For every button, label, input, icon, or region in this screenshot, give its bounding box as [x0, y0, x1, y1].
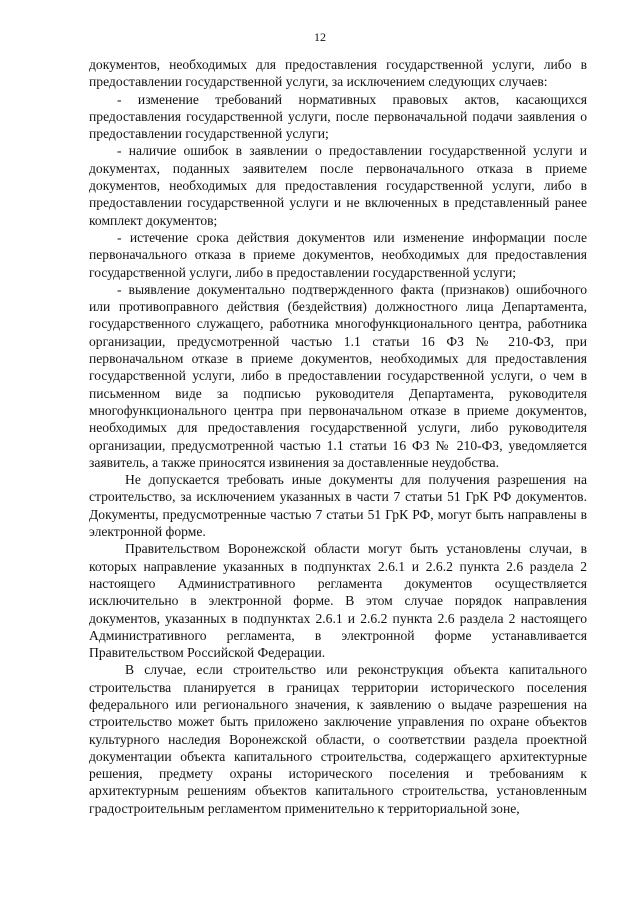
- list-item: - изменение требований нормативных правовых актов, касающихся предоставления государственной услуги, после первоначальной подачи заявления о предоставлении государственной услуги;: [89, 91, 587, 142]
- paragraph: Правительством Воронежской области могут быть установлены случаи, в которых направление указанных в подпунктах 2.6.1 и 2.6.2 пункта 2.6 раздела 2 настоящего Административного регламента документов осуществляется исключительно в электронной форме. В этом случае порядок направления документов, указанных в подпунктах 2.6.1 и 2.6.2 пункта 2.6 раздела 2 настоящего Административного регламента, в электронной форме устанавливается Правительством Российской Федерации.: [89, 541, 587, 661]
- paragraph: В случае, если строительство или реконструкция объекта капитального строительства планируется в границах территории исторического поселения федерального или регионального значения, к заявлению о выдаче разрешения на строительство может быть приложено заключение управления по охране объектов культурного наследия Воронежской области, о соответствии раздела проектной документации объекта капитального строительства, содержащего архитектурные решения, предмету охраны исторического поселения и требованиям к архитектурным решениям объектов капитального строительства, установленным градостроительным регламентом применительно к территориальной зоне,: [89, 662, 587, 816]
- list-item: - истечение срока действия документов или изменение информации после первоначального отказа в приеме документов, необходимых для предоставления государственной услуги, либо в предоставлении государственной услуги;: [89, 229, 587, 280]
- list-item: - наличие ошибок в заявлении о предоставлении государственной услуги и документах, поданных заявителем после первоначального отказа в приеме документов, необходимых для предоставления государственной услуги, либо в предоставлении государственной услуги и не включенных в представленный ранее комплект документов;: [89, 143, 587, 228]
- page-number: 12: [314, 30, 326, 44]
- document-body: [89, 56, 587, 817]
- paragraph: Не допускается требовать иные документы для получения разрешения на строительство, за исключением указанных в части 7 статьи 51 ГрК РФ документов. Документы, предусмотренные частью 7 статьи 51 ГрК РФ, могут быть направлены в электронной форме.: [89, 472, 587, 540]
- list-item: - выявление документально подтвержденного факта (признаков) ошибочного или противоправного действия (бездействия) должностного лица Департамента, государственного служащего, работника многофункционального центра, работника организации, предусмотренной частью 1.1 статьи 16 ФЗ № 210-ФЗ, при первоначальном отказе в приеме документов, необходимых для предоставления государственной услуги, либо в предоставлении государственной услуги, о чем в письменном виде за подписью руководителя Департамента, руководителя многофункционального центра при первоначальном отказе в приеме документов, необходимых для предоставления государственной услуги, либо руководителя организации, предусмотренной частью 1.1 статьи 16 ФЗ № 210-ФЗ, уведомляется заявитель, а также приносятся извинения за доставленные неудобства.: [89, 281, 587, 470]
- paragraph-continuation: документов, необходимых для предоставления государственной услуги, либо в предоставлении государственной услуги, за исключением следующих случаев:: [89, 57, 587, 90]
